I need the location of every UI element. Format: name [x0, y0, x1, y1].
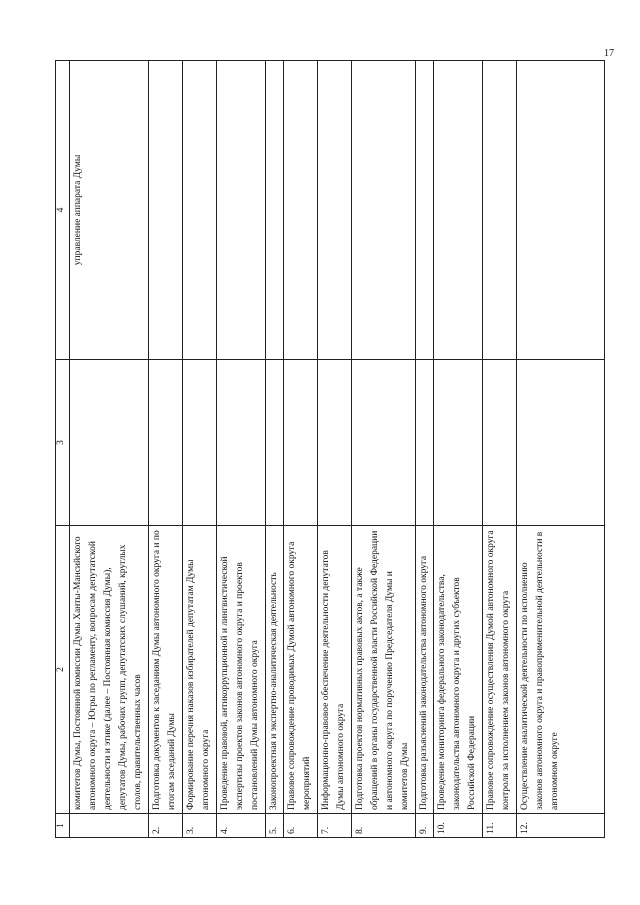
table-row — [182, 61, 216, 837]
row-deadline — [517, 360, 604, 526]
row-deadline — [149, 360, 182, 526]
row-number: 7. — [321, 826, 331, 834]
row-number: 11. — [486, 822, 496, 834]
row-number: 12. — [520, 822, 530, 834]
table-row — [351, 61, 415, 837]
row-deadline — [352, 360, 415, 526]
row-deadline — [434, 360, 482, 526]
table-row — [265, 61, 283, 837]
row-responsible — [284, 61, 317, 360]
table-row — [482, 61, 516, 837]
row-number: 3. — [186, 826, 196, 834]
page-number: 17 — [604, 48, 614, 59]
row-deadline — [483, 360, 516, 526]
row-activity: Проведение правовой, антикоррупционной и лингвистической экспертизы проектов законов автономного округа и проектов постановлений Думы автономного округа — [217, 526, 265, 814]
row-responsible — [217, 61, 265, 360]
row-deadline — [318, 360, 351, 526]
row-activity: Подготовка проектов нормативных правовых актов, а также обращений в органы государственной власти Российской Федерации и автономного округа по поручению Председателя Думы и комитетов Думы — [352, 526, 415, 814]
row-activity: комитетов Думы, Постоянной комиссии Думы Ханты-Мансийского автономного округа – Югры по регламенту, вопросам депутатской деятельности и этике (далее – Постоянная комиссия Думы), депутатов Думы, рабочих групп, депутатских слушаний, круглых столов, правительственных часов — [70, 526, 148, 814]
row-deadline — [284, 360, 317, 526]
row-number — [70, 814, 148, 837]
row-activity: Подготовка документов к заседаниям Думы автономного округа и по итогам заседаний Думы — [149, 526, 182, 814]
row-deadline — [70, 360, 148, 526]
row-responsible — [416, 61, 433, 360]
row-deadline — [266, 360, 283, 526]
plan-table — [55, 60, 605, 838]
table-row — [148, 61, 182, 837]
row-activity: Законопроектная и экспертно-аналитическая деятельность — [266, 526, 283, 814]
row-number: 10. — [437, 822, 447, 834]
row-activity: Подготовка разъяснений законодательства автономного округа — [416, 526, 433, 814]
row-responsible — [483, 61, 516, 360]
row-activity: Информационно-правовое обеспечение деятельности депутатов Думы автономного округа — [318, 526, 351, 814]
row-number: 9. — [419, 826, 429, 834]
table-row — [216, 61, 265, 837]
row-number: 8. — [355, 826, 365, 834]
row-deadline — [416, 360, 433, 526]
table-row — [516, 61, 604, 837]
row-deadline — [183, 360, 216, 526]
row-activity: Правовое сопровождение осуществления Думой автономного округа контроля за исполнением законов автономного округа — [483, 526, 516, 814]
table-row — [415, 61, 433, 837]
row-responsible — [318, 61, 351, 360]
table-row — [317, 61, 351, 837]
table-row — [69, 61, 148, 837]
header-col-4: 4 — [56, 61, 69, 360]
header-col-1: 1 — [56, 823, 66, 828]
table-row — [433, 61, 482, 837]
row-responsible — [434, 61, 482, 360]
row-activity: Осуществление аналитической деятельности по исполнению законов автономного округа и правоприменительной деятельности в автономном округе — [517, 526, 604, 814]
row-deadline — [217, 360, 265, 526]
row-number: 5. — [269, 826, 279, 834]
row-responsible: управление аппарата Думы — [70, 61, 148, 360]
table-row — [283, 61, 317, 837]
row-responsible — [266, 61, 283, 360]
table-header-row — [56, 61, 69, 837]
row-responsible — [183, 61, 216, 360]
row-responsible — [517, 61, 604, 360]
header-col-3: 3 — [56, 360, 69, 526]
row-number: 2. — [152, 826, 162, 834]
row-activity: Формирование перечня наказов избирателей депутатам Думы автономного округа — [183, 526, 216, 814]
row-responsible — [352, 61, 415, 360]
row-activity: Правовое сопровождение проводимых Думой автономного округа мероприятий — [284, 526, 317, 814]
header-col-2: 2 — [56, 526, 69, 814]
row-activity: Проведение мониторинга федерального законодательства, законодательства автономного округа и других субъектов Российской Федерации — [434, 526, 482, 814]
row-responsible — [149, 61, 182, 360]
row-number: 6. — [287, 826, 297, 834]
row-number: 4. — [220, 826, 230, 834]
